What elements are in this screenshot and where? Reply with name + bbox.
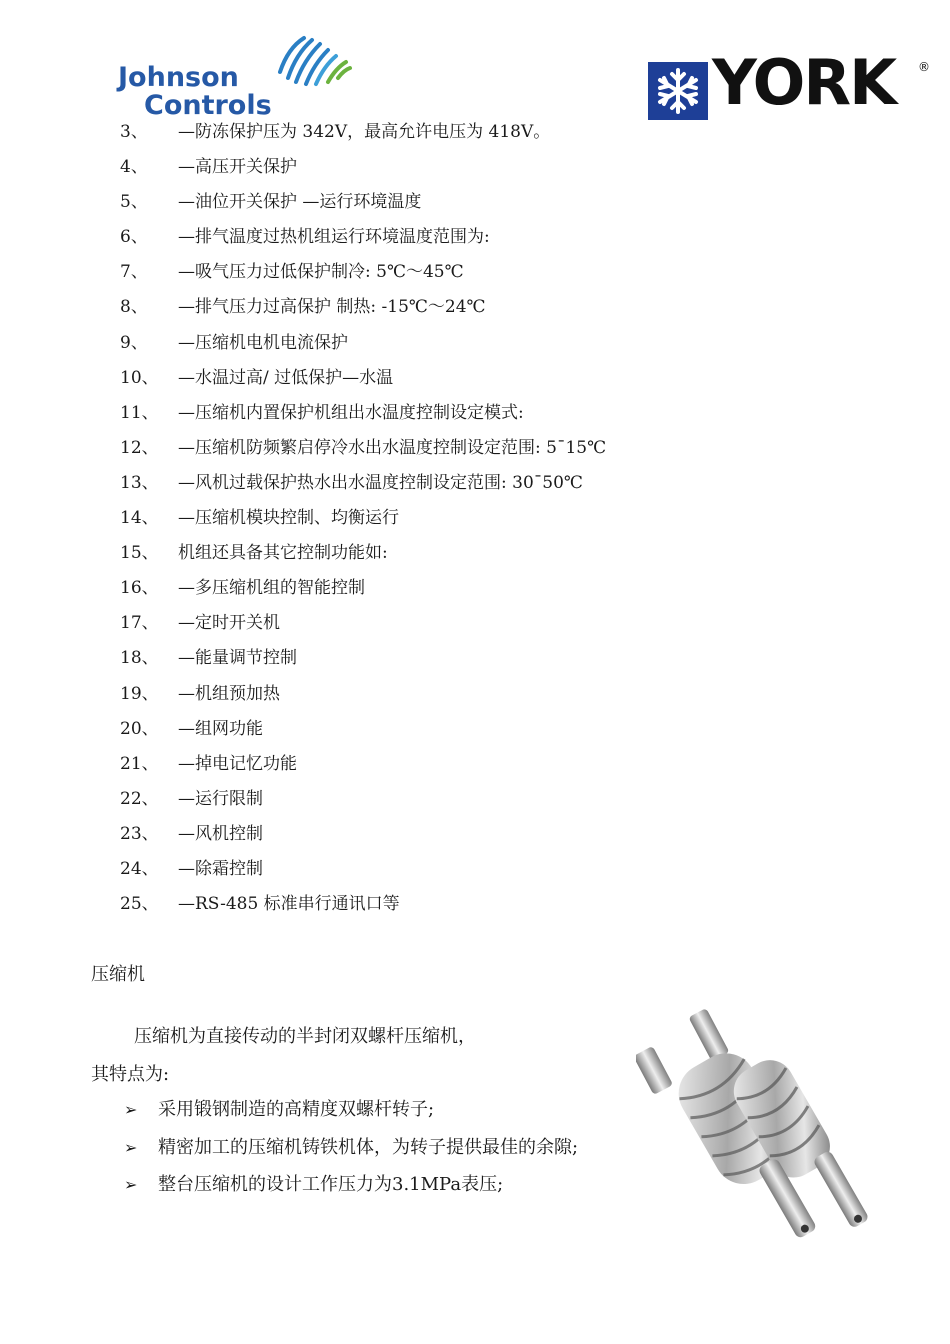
list-item-number: 20、 [120,718,159,739]
johnson-controls-mark-icon [274,34,354,90]
list-item-number: 10、 [120,367,159,388]
list-item-text: —掉电记忆功能 [178,753,297,774]
list-item-number: 11、 [120,402,159,423]
list-item-text: —RS-485 标准串行通讯口等 [178,894,400,915]
list-item-text: —压缩机内置保护机组出水温度控制设定模式: [178,402,524,423]
list-item-text: —吸气压力过低保护制冷: 5℃～45℃ [178,262,464,283]
arrow-bullet-icon: ➢ [124,1137,138,1157]
list-item-number: 21、 [120,753,159,774]
list-item-text: —油位开关保护 —运行环境温度 [178,192,422,213]
list-item [120,574,606,609]
feature-text: 精密加工的压缩机铸铁机体，为转子提供最佳的余隙; [158,1136,579,1158]
york-wordmark: YORK [712,46,896,119]
list-item-text: —压缩机电机电流保护 [178,332,348,353]
list-item [120,890,606,925]
list-item-number: 22、 [120,788,159,809]
list-item-text: —水温过高/ 过低保护—水温 [178,367,394,388]
feature-item [124,1171,578,1209]
list-item-text: —组网功能 [178,718,263,739]
list-item [120,539,606,574]
list-item-number: 16、 [120,578,159,599]
list-item [120,469,606,504]
list-item-number: 5、 [120,192,148,213]
list-item [120,820,606,855]
list-item-number: 9、 [120,332,148,353]
list-item [120,188,606,223]
list-item-number: 19、 [120,683,159,704]
list-item [120,715,606,750]
twin-screw-rotor-image [636,1008,878,1244]
list-item [120,118,606,153]
list-item-number: 18、 [120,648,159,669]
list-item-number: 4、 [120,157,148,178]
arrow-bullet-icon: ➢ [124,1100,138,1119]
list-item [120,223,606,258]
list-item-text: —风机过载保护热水出水温度控制设定范围: 30¯50℃ [178,472,583,493]
list-item [120,399,606,434]
snowflake-icon [648,62,708,120]
list-item-text: —定时开关机 [178,613,280,634]
list-item-text: —多压缩机组的智能控制 [178,578,365,599]
compressor-feature-list [124,1096,578,1209]
list-item-text: —能量调节控制 [178,648,297,669]
list-item-number: 23、 [120,823,159,844]
list-item-text: —排气压力过高保护 制热: -15℃～24℃ [178,297,486,318]
list-item [120,434,606,469]
list-item-text: —压缩机防频繁启停冷水出水温度控制设定范围: 5¯15℃ [178,437,607,458]
list-item [120,785,606,820]
list-item-number: 3、 [120,122,148,142]
york-logo [648,46,932,124]
list-item-number: 6、 [120,227,148,248]
johnson-controls-logo-line2: Controls [144,90,272,121]
list-item-text: —压缩机模块控制、均衡运行 [178,508,399,529]
list-item-text: —风机控制 [178,823,263,844]
list-item [120,680,606,715]
johnson-controls-logo [118,34,358,124]
protection-control-list [120,118,606,925]
list-item [120,504,606,539]
registered-mark: ® [918,60,930,74]
list-item [120,329,606,364]
list-item [120,293,606,328]
johnson-controls-logo-line1: Johnson [118,62,239,93]
list-item-number: 17、 [120,613,159,634]
feature-text: 采用锻钢制造的高精度双螺杆转子; [158,1099,435,1120]
list-item-text: —机组预加热 [178,683,280,704]
feature-item [124,1134,578,1172]
list-item-text: —防冻保护压为 342V，最高允许电压为 418V。 [178,122,551,142]
list-item [120,364,606,399]
list-item-number: 13、 [120,472,159,493]
section-title-compressor: 压缩机 [91,964,145,985]
compressor-intro-line1: 压缩机为直接传动的半封闭双螺杆压缩机， [134,1026,476,1047]
list-item-number: 24、 [120,858,159,879]
list-item-number: 12、 [120,437,159,458]
list-item [120,258,606,293]
list-item-number: 8、 [120,297,148,318]
compressor-intro-line2: 其特点为: [91,1064,170,1085]
list-item [120,609,606,644]
feature-item [124,1096,578,1134]
feature-text: 整台压缩机的设计工作压力为3.1MPa表压; [158,1174,504,1195]
list-item-text: —运行限制 [178,788,263,809]
arrow-bullet-icon: ➢ [124,1175,138,1194]
list-item-text: —排气温度过热机组运行环境温度范围为: [178,227,490,248]
list-item [120,750,606,785]
list-item [120,855,606,890]
list-item [120,644,606,679]
list-item [120,153,606,188]
list-item-text: —除霜控制 [178,858,263,879]
list-item-text: 机组还具备其它控制功能如: [178,543,388,564]
list-item-text: —高压开关保护 [178,157,297,178]
list-item-number: 15、 [120,543,159,564]
list-item-number: 14、 [120,508,159,529]
list-item-number: 25、 [120,894,159,915]
list-item-number: 7、 [120,262,148,283]
